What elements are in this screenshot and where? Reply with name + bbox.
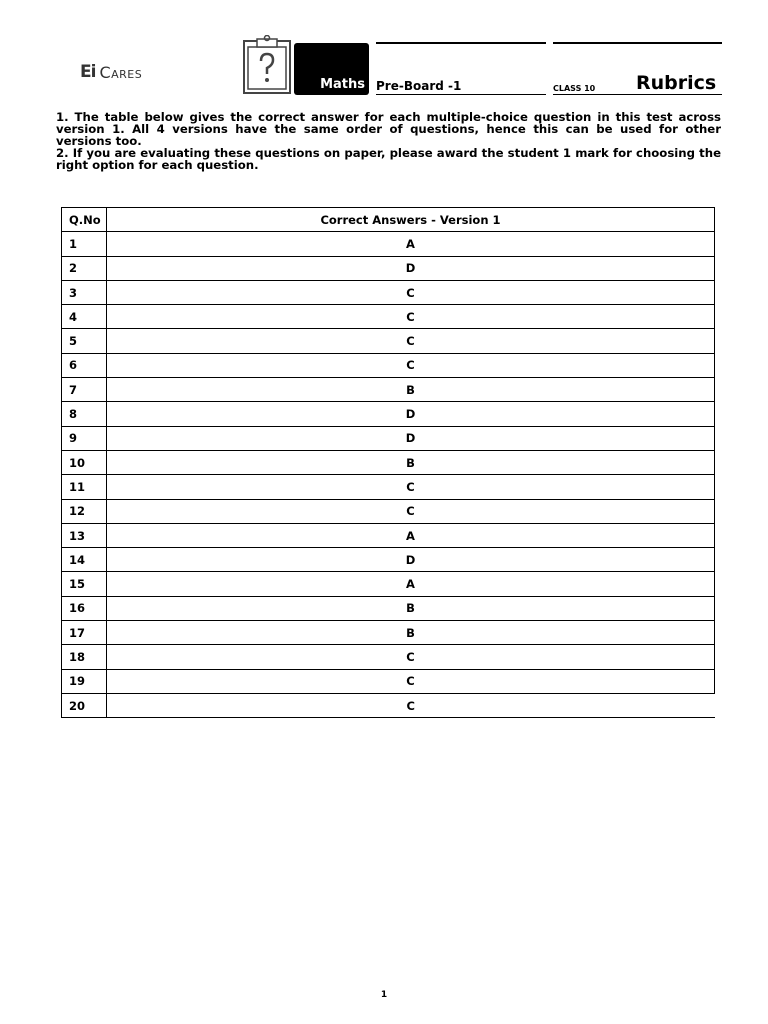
subject-label: Maths bbox=[320, 77, 365, 92]
question-number-cell: 16 bbox=[62, 596, 107, 620]
question-number-cell: 10 bbox=[62, 450, 107, 474]
question-number-cell: 7 bbox=[62, 378, 107, 402]
question-number-cell: 14 bbox=[62, 548, 107, 572]
answer-cell: C bbox=[107, 305, 715, 329]
table-row bbox=[62, 669, 715, 693]
column-header-answer: Correct Answers - Version 1 bbox=[107, 208, 715, 232]
table-header-row bbox=[62, 208, 715, 232]
table-row bbox=[62, 475, 715, 499]
answer-key-table bbox=[61, 207, 715, 718]
table-row bbox=[62, 523, 715, 547]
header-rule-top-right bbox=[553, 42, 722, 44]
header-rule-bottom-left bbox=[376, 94, 546, 95]
exam-name: Pre-Board -1 bbox=[376, 79, 462, 93]
question-number-cell: 12 bbox=[62, 499, 107, 523]
answer-cell: A bbox=[107, 523, 715, 547]
subject-badge bbox=[294, 43, 369, 95]
answer-cell: C bbox=[107, 693, 715, 717]
question-number-cell: 3 bbox=[62, 280, 107, 304]
table-row bbox=[62, 329, 715, 353]
question-number-cell: 1 bbox=[62, 232, 107, 256]
table-row bbox=[62, 280, 715, 304]
question-number-cell: 9 bbox=[62, 426, 107, 450]
table-row bbox=[62, 572, 715, 596]
question-number-cell: 15 bbox=[62, 572, 107, 596]
table-row bbox=[62, 426, 715, 450]
answer-cell: D bbox=[107, 426, 715, 450]
question-number-cell: 8 bbox=[62, 402, 107, 426]
header-rule-top-left bbox=[376, 42, 546, 44]
answer-cell: B bbox=[107, 378, 715, 402]
instruction-2: 2. If you are evaluating these questions on paper, please award the student 1 mark for choosing the right option for each question. bbox=[56, 146, 721, 172]
answer-cell: C bbox=[107, 499, 715, 523]
table-row bbox=[62, 621, 715, 645]
table-row bbox=[62, 232, 715, 256]
table-row bbox=[62, 378, 715, 402]
page-number: 1 bbox=[380, 990, 388, 1000]
instructions bbox=[56, 111, 721, 171]
table-row bbox=[62, 353, 715, 377]
question-number-cell: 18 bbox=[62, 645, 107, 669]
logo-text: Cares bbox=[99, 62, 143, 82]
logo-mark: Ei bbox=[80, 62, 96, 82]
table-row bbox=[62, 645, 715, 669]
brand-logo bbox=[80, 62, 142, 82]
question-number-cell: 2 bbox=[62, 256, 107, 280]
answer-cell: D bbox=[107, 256, 715, 280]
question-number-cell: 4 bbox=[62, 305, 107, 329]
table-row bbox=[62, 402, 715, 426]
question-number-cell: 17 bbox=[62, 621, 107, 645]
table-row bbox=[62, 548, 715, 572]
table-row bbox=[62, 450, 715, 474]
answer-cell: C bbox=[107, 329, 715, 353]
instruction-1: 1. The table below gives the correct answer for each multiple-choice question in this test across version 1. All 4 versions have the same order of questions, hence this can be used for other versions too. bbox=[56, 110, 721, 148]
question-number-cell: 13 bbox=[62, 523, 107, 547]
question-number-cell: 11 bbox=[62, 475, 107, 499]
table-row bbox=[62, 256, 715, 280]
answer-cell: B bbox=[107, 596, 715, 620]
question-number-cell: 19 bbox=[62, 669, 107, 693]
page-title: Rubrics bbox=[636, 72, 717, 94]
answer-cell: A bbox=[107, 572, 715, 596]
question-number-cell: 20 bbox=[62, 693, 107, 717]
class-label: CLASS 10 bbox=[553, 84, 596, 93]
column-header-qno: Q.No bbox=[62, 208, 107, 232]
answer-cell: C bbox=[107, 669, 715, 693]
table-row bbox=[62, 693, 715, 717]
answer-cell: C bbox=[107, 280, 715, 304]
question-number-cell: 5 bbox=[62, 329, 107, 353]
header-rule-bottom-right bbox=[553, 94, 722, 95]
clipboard-question-icon bbox=[242, 35, 292, 95]
answer-cell: D bbox=[107, 402, 715, 426]
answer-cell: B bbox=[107, 450, 715, 474]
table-row bbox=[62, 305, 715, 329]
answer-cell: C bbox=[107, 475, 715, 499]
answer-cell: C bbox=[107, 353, 715, 377]
question-number-cell: 6 bbox=[62, 353, 107, 377]
table-row bbox=[62, 499, 715, 523]
answer-cell: C bbox=[107, 645, 715, 669]
answer-cell: B bbox=[107, 621, 715, 645]
answer-cell: A bbox=[107, 232, 715, 256]
answer-cell: D bbox=[107, 548, 715, 572]
table-row bbox=[62, 596, 715, 620]
